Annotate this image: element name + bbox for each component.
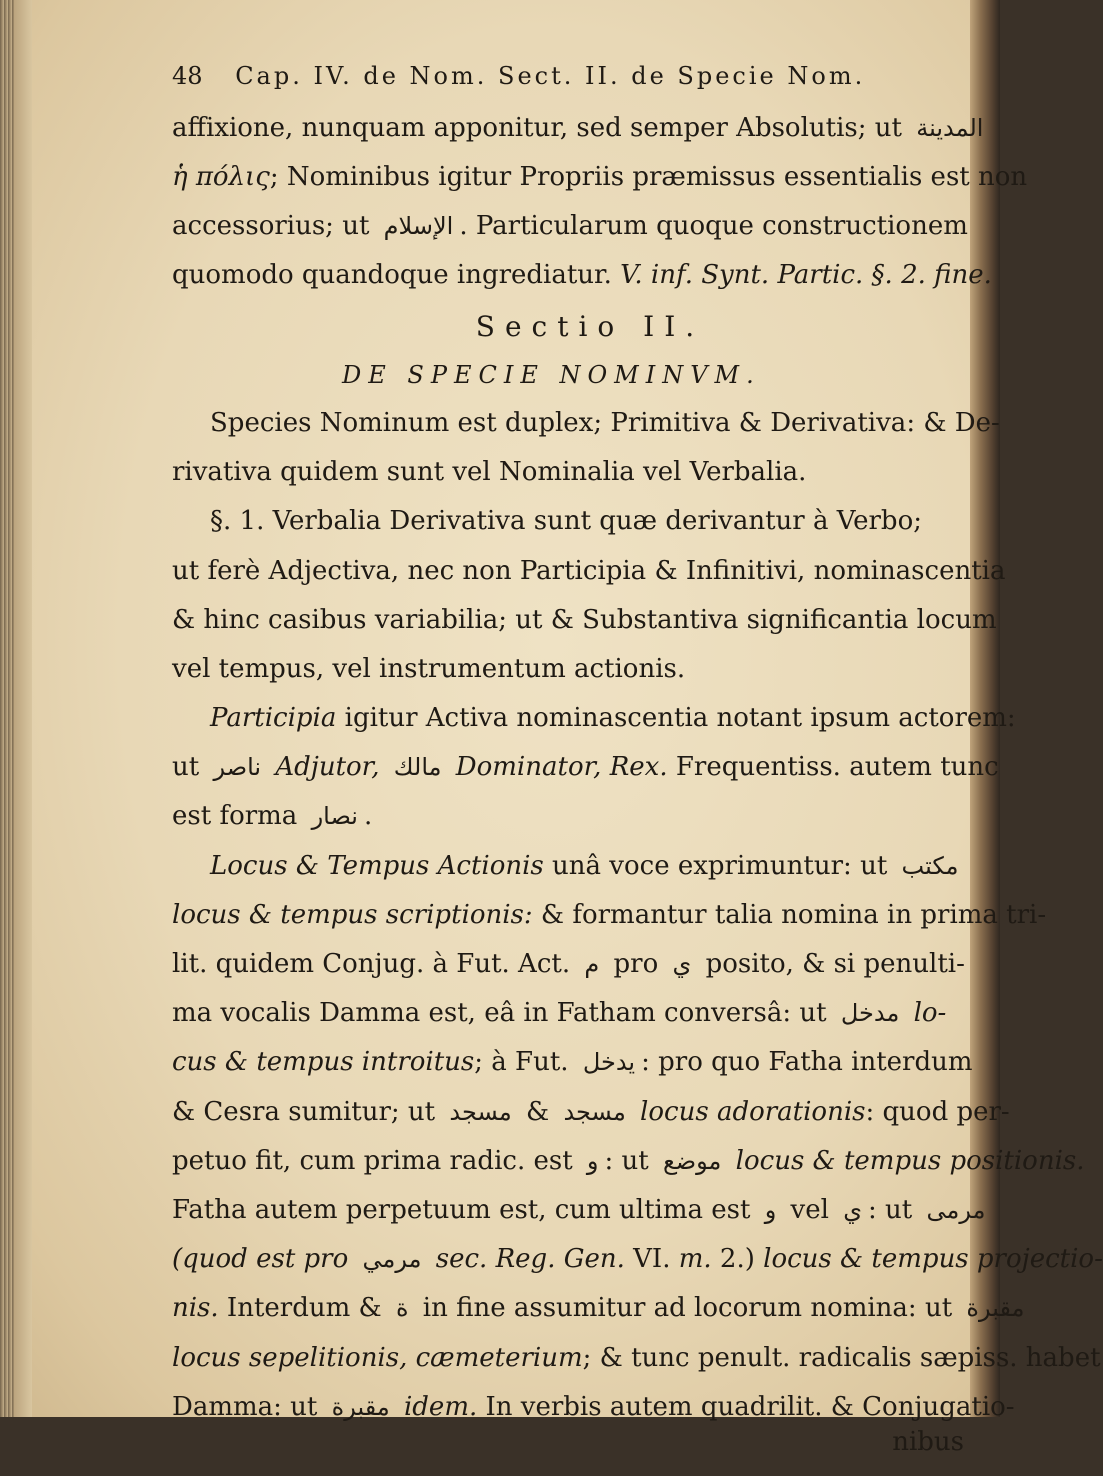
arabic-word: ي [843,1195,863,1224]
arabic-word: ي [672,950,692,978]
italic-text: sec. Reg. Gen. [427,1244,625,1275]
text-line [172,1342,1101,1374]
text-run: in fine assumitur ad locorum nomina: ut [414,1293,961,1324]
arabic-word: مقبرة [331,1392,390,1421]
arabic-word: م [584,950,600,978]
arabic-word: و [764,1195,777,1224]
italic-text: V. inf. Synt. Partic. §. 2. fine. [620,260,992,291]
text-run: ; à Fut. [474,1047,577,1078]
text-line [172,949,968,980]
page-number: 48 [172,62,203,90]
italic-text: idem. [395,1391,478,1422]
catchword [172,1427,968,1458]
arabic-word: مكتب [901,851,959,880]
page-stack-edge [0,0,14,1417]
italic-text: locus sepelitionis, cæmeterium [172,1342,583,1373]
text-line [172,457,968,488]
arabic-word: موضع [663,1146,722,1175]
text-line [172,112,984,144]
italic-text: ἡ πόλις [172,161,270,192]
running-title: Cap. IV. de Nom. Sect. II. de Specie Nom. [235,62,866,90]
italic-text: Dominator, Rex. [447,752,668,783]
text-line [172,1194,986,1226]
text-line [172,1047,973,1078]
text-block [172,62,1103,1476]
italic-text: (quod est pro [172,1244,349,1275]
text-run: & hinc casibus variabilia; ut & Substantiva significantia locum [172,604,997,635]
text-run: accessorius; ut [172,211,378,242]
text-run [348,1244,356,1274]
text-run: : quod per- [865,1096,1010,1127]
text-run: ut ferè Adjectiva, nec non Participia & Infinitivi, nominascentia [172,555,1006,586]
text-run: §. 1. Verbalia Derivativa sunt quæ derivantur à Verbo; [210,506,922,537]
text-line [172,211,968,242]
text-run: Sectio II. [475,309,705,343]
running-header [172,62,968,91]
text-line [172,1244,1103,1275]
text-run: posito, & si penulti- [697,949,965,979]
text-line [172,1096,1010,1128]
text-line [172,851,968,882]
text-run: ut [172,752,208,783]
text-line [172,998,968,1029]
arabic-word: مرمى [926,1195,986,1224]
italic-text: nis. [172,1293,219,1324]
italic-text: Adjutor, [267,752,388,783]
text-run: & formantur talia nomina in prima tri- [532,899,1047,930]
italic-text: locus & tempus projectio- [763,1244,1103,1275]
text-run: unâ voce exprimuntur: ut [543,850,896,881]
text-run: . Particularum quoque constructionem [459,211,968,242]
text-run: quomodo quandoque ingrediatur. [172,260,621,291]
text-run: Frequentiss. autem tunc [667,752,999,783]
text-line [172,1293,1025,1324]
text-line [172,260,992,291]
italic-text: cus & tempus introitus [172,1047,475,1078]
section-subheading [172,361,968,390]
text-run: est forma [172,801,306,832]
text-run: petuo fit, cum prima radic. est [172,1145,581,1176]
text-run: & [517,1096,558,1127]
text-line [172,604,997,636]
italic-text: m. [678,1244,712,1275]
arabic-word: المدينة [916,113,984,142]
text-run: Interdum & [218,1293,390,1324]
text-line [172,161,1028,193]
text-line [172,654,968,685]
text-run: vel [782,1194,838,1225]
text-line [172,407,1000,439]
arabic-word: ناصر [213,753,262,782]
text-run: rivativa quidem sunt vel Nominalia vel Verbalia. [172,457,807,488]
text-run: affixione, nunquam apponitur, sed semper Absolutis; ut [172,112,911,143]
italic-text: locus & tempus scriptionis: [172,899,533,930]
body-text [172,112,1103,1458]
italic-text: locus & tempus positionis. [727,1145,1085,1176]
text-run: ; Nominibus igitur Propriis præmissus essentialis est non [269,161,1028,192]
text-line [172,801,968,832]
text-line [172,899,1047,931]
arabic-word: مسجد [449,1097,512,1126]
text-run: nibus [892,1426,964,1457]
section-heading [172,310,968,344]
text-run: Species Nominum est duplex; Primitiva & Derivativa: & De- [210,407,1000,438]
text-line [172,1391,1015,1423]
arabic-word: مرمي [362,1245,422,1274]
text-run: Damma: ut [172,1391,326,1422]
text-run: DE SPECIE NOMINVM. [342,361,761,390]
text-run: 2.) [711,1244,764,1275]
text-run: : ut [604,1145,657,1176]
text-run: : ut [868,1194,921,1225]
arabic-word: ة [395,1294,409,1323]
text-run: igitur Activa nominascentia notant ipsum actorem: [336,703,1016,734]
text-line [172,703,1016,734]
arabic-word: مدخل [840,999,900,1028]
text-line [172,506,968,537]
text-line [172,752,999,783]
arabic-word: نصار [311,802,358,831]
text-run: pro [605,949,667,979]
arabic-word: يدخل [582,1048,636,1077]
text-line [172,1145,1085,1177]
text-line [172,555,1006,587]
italic-text: locus adorationis [631,1096,866,1127]
text-run: & Cesra sumitur; ut [172,1096,444,1127]
text-run: vel tempus, vel instrumentum actionis. [172,653,686,684]
italic-text: Locus & Tempus Actionis [210,850,544,881]
text-run: VI. [624,1244,679,1275]
text-run: In verbis autem quadrilit. & Conjugatio- [477,1391,1015,1422]
arabic-word: و [586,1146,599,1175]
arabic-word: الإسلام [383,212,454,241]
arabic-word: مالك [393,753,442,782]
italic-text: Participia [210,703,337,734]
text-run: ; & tunc penult. radicalis sæpiss. habet [582,1342,1101,1373]
text-run: Fatha autem perpetuum est, cum ultima est [172,1194,759,1225]
italic-text: lo- [905,998,947,1029]
text-run: lit. quidem Conjug. à Fut. Act. [172,949,579,979]
arabic-word: مقبرة [966,1294,1025,1323]
text-run: ma vocalis Damma est, eâ in Fatham conversâ: ut [172,998,835,1029]
arabic-word: مسجد [563,1097,626,1126]
text-run: : pro quo Fatha interdum [641,1047,973,1078]
text-run: . [363,801,373,832]
